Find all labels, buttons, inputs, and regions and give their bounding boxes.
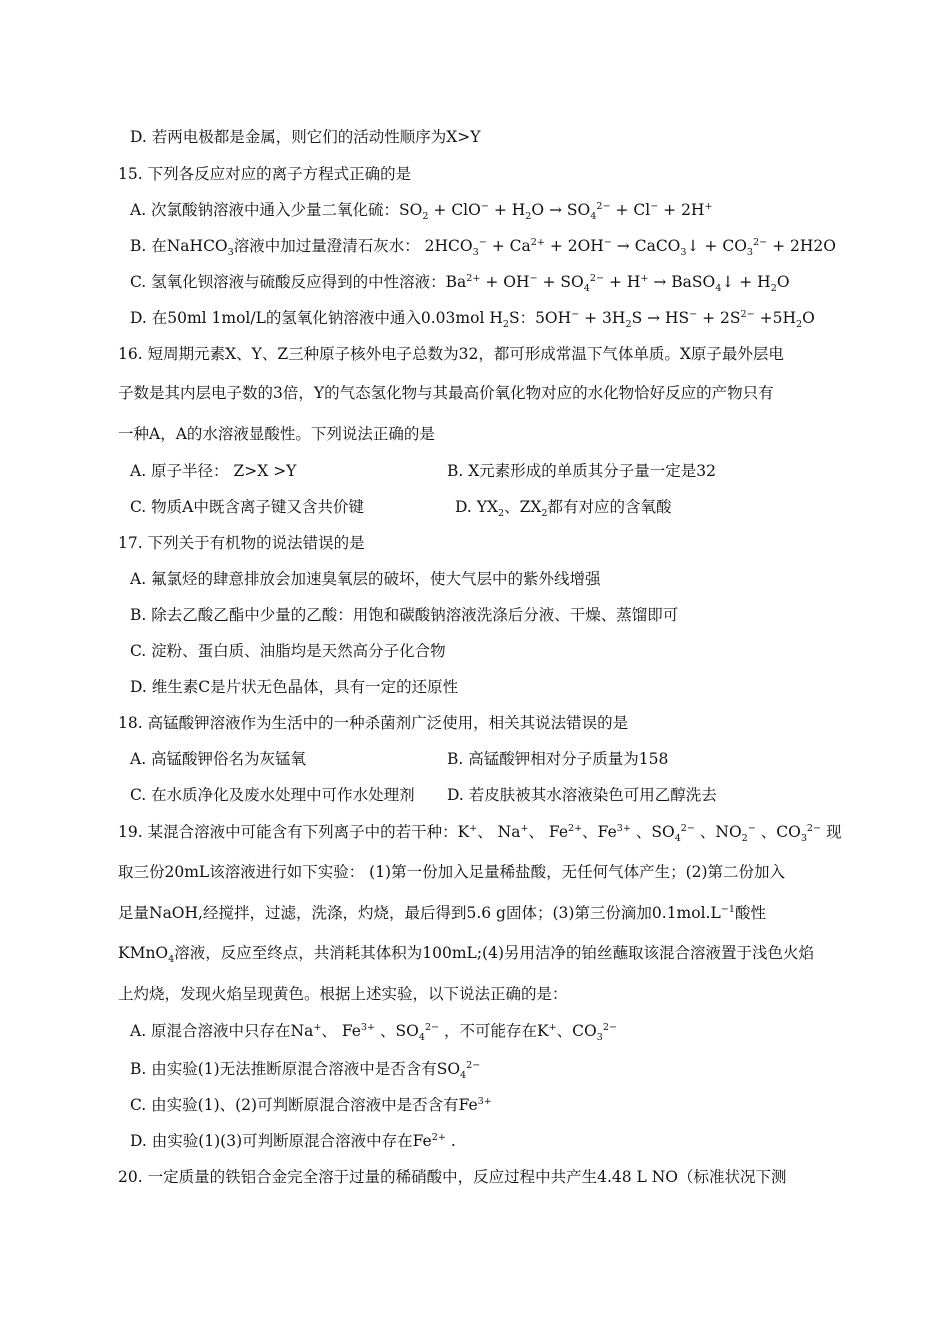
q19-stem-line-3: 足量NaOH,经搅拌，过滤，洗涤，灼烧，最后得到5.6 g固体；(3)第三份滴加$0.1mol.L^{-1}$酸性 bbox=[118, 903, 766, 922]
q15-option-a: A. 次氯酸钠溶液中通入少量二氧化硫：$SO_2 + ClO^- + H_2O \to SO_4^{2-} + Cl^- + 2H^+$ bbox=[130, 200, 713, 223]
q16-option-d: D. $YX_2$、$ZX_2$都有对应的含氧酸 bbox=[455, 498, 672, 520]
q15-option-b: B. 在NaHCO$_3$溶液中加过量澄清石灰水： $2HCO_3^- + Ca^{2+} + 2OH^-$ → CaCO$_3$↓ + $CO_3^{2-} + 2H2O$ bbox=[130, 236, 836, 259]
q20-stem: 20. 一定质量的铁铝合金完全溶于过量的稀硝酸中，反应过程中共产生4.48 L NO（标准状况下测 bbox=[118, 1168, 787, 1186]
q18-option-b: B. 高锰酸钾相对分子质量为158 bbox=[447, 750, 669, 768]
q19-stem-line-2: 取三份20mL该溶液进行如下实验： (1)第一份加入足量稀盐酸，无任何气体产生；(2)第二份加入 bbox=[118, 863, 786, 881]
q18-stem: 18. 高锰酸钾溶液作为生活中的一种杀菌剂广泛使用，相关其说法错误的是 bbox=[118, 714, 629, 732]
q19-option-a: A. 原混合溶液中只存在Na+、 $Fe^{3+}$ 、$SO_4^{2-}$ ，不可能存在K+、$CO_3^{2-}$ bbox=[130, 1021, 618, 1044]
q18-option-c: C. 在水质净化及废水处理中可作水处理剂 bbox=[130, 786, 415, 804]
q17-stem: 17. 下列关于有机物的说法错误的是 bbox=[118, 534, 365, 552]
q15-option-c: C. 氢氧化钡溶液与硫酸反应得到的中性溶液：$Ba^{2+} + OH^- + SO_4^{2-} + H^+$ → BaSO$_4$↓ + $H_2O$ bbox=[130, 272, 790, 295]
q17-option-b: B. 除去乙酸乙酯中少量的乙酸：用饱和碳酸钠溶液洗涤后分液、干燥、蒸馏即可 bbox=[130, 606, 679, 624]
q16-option-b: B. X元素形成的单质其分子量一定是32 bbox=[447, 462, 717, 480]
q19-stem-line-5: 上灼烧，发现火焰呈现黄色。根据上述实验，以下说法正确的是： bbox=[118, 985, 568, 1003]
q16-stem-line-3: 一种A，A的水溶液显酸性。下列说法正确的是 bbox=[118, 425, 435, 443]
q15-option-d: D. 在50ml 1mol/L的氢氧化钠溶液中通入0.03mol $H_2S$：$5OH^- + 3H_2S \to HS^- + 2S^{2-} +5H_2O$ bbox=[130, 308, 815, 331]
q16-stem-line-1: 16. 短周期元素X、Y、Z三种原子核外电子总数为32，都可形成常温下气体单质。X原子最外层电 bbox=[118, 345, 784, 363]
q15-stem: 15. 下列各反应对应的离子方程式正确的是 bbox=[118, 165, 412, 183]
q14-option-d: D. 若两电极都是金属，则它们的活动性顺序为X>Y bbox=[130, 128, 481, 146]
q17-option-c: C. 淀粉、蛋白质、油脂均是天然高分子化合物 bbox=[130, 642, 446, 660]
q16-option-a: A. 原子半径： Z>X >Y bbox=[130, 462, 297, 480]
q19-option-b: B. 由实验(1)无法推断原混合溶液中是否含有$SO_4^{2-}$ bbox=[130, 1059, 481, 1082]
q16-stem-line-2: 子数是其内层电子数的3倍，Y的气态氢化物与其最高价氧化物对应的水化物恰好反应的产物只有 bbox=[118, 384, 774, 402]
q17-option-d: D. 维生素C是片状无色晶体，具有一定的还原性 bbox=[130, 678, 459, 696]
q18-option-a: A. 高锰酸钾俗名为灰锰氧 bbox=[130, 750, 307, 768]
q19-stem-line-4: KMnO$_4$溶液，反应至终点，共消耗其体积为100mL;(4)另用洁净的铂丝蘸取该混合溶液置于浅色火焰 bbox=[118, 944, 815, 966]
q17-option-a: A. 氟氯烃的肆意排放会加速臭氧层的破坏，使大气层中的紫外线增强 bbox=[130, 570, 601, 588]
q19-option-c: C. 由实验(1)、(2)可判断原混合溶液中是否含有$Fe^{3+}$ bbox=[130, 1095, 492, 1114]
q19-option-d: D. 由实验(1)(3)可判断原混合溶液中存在$Fe^{2+}$ . bbox=[130, 1131, 456, 1150]
q16-option-c: C. 物质A中既含离子键又含共价键 bbox=[130, 498, 364, 516]
q18-option-d: D. 若皮肤被其水溶液染色可用乙醇洗去 bbox=[447, 786, 717, 804]
q19-stem-line-1: 19. 某混合溶液中可能含有下列离子中的若干种：K+、 Na+、 $Fe^{2+}$、$Fe^{3+}$ 、$SO_4^{2-}$ 、$NO_2^-$ 、$CO_3^{2-}$ 现 bbox=[118, 822, 842, 845]
